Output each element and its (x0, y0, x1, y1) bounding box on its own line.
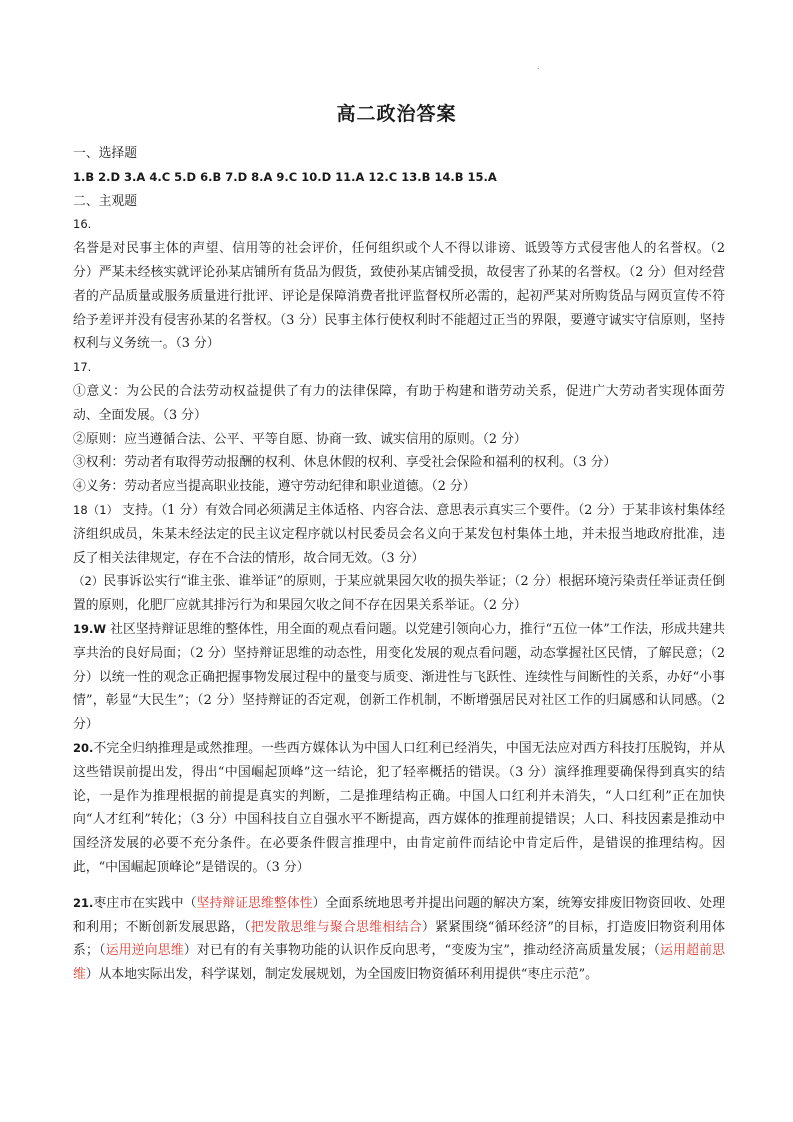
top-dot-mark: . (537, 62, 540, 71)
q21-highlight-1: 坚持辩证思维整体性 (196, 895, 313, 911)
q16-number: 16. (73, 217, 92, 232)
q18-part2-number: （2） (73, 574, 104, 589)
q17-point-principle: ②原则：应当遵循合法、公平、平等自愿、协商一致、诚实信用的原则。（2 分） (73, 431, 527, 447)
q18-part1 (73, 499, 725, 570)
q17-point-significance: ①意义：为公民的合法劳动权益提供了有力的法律保障，有助于构建和谐劳动关系，促进广大劳动者实现体面劳动、全面发展。（3 分） (73, 383, 725, 423)
q19-answer (73, 618, 725, 737)
q21-number: 21. (73, 895, 94, 910)
q18-part1-text: 支持。（1 分）有效合同必须满足主体适格、内容合法、意思表示真实三个要件。（2 分）于某非该村集体经济组织成员，朱某未经法定的民主议定程序就以村民委员会名义向于某发包村集体土地，并未报当地政府批准，违反了相关法律规定，存在不合法的情形，故合同无效。（3 分） (73, 502, 726, 566)
q21-text-3: ）紧紧围绕“循环经济”的目标，打造废旧物资利用体系；（ (73, 919, 725, 959)
q21-text-2: ）全面系统地思考并提出问题的解决方案，统筹安排废旧物资回收、处理和利用；不断创新发展思路，（ (73, 895, 726, 935)
q18-number: 18（1） (73, 502, 119, 517)
section-heading-choice: 一、选择题 (73, 146, 137, 161)
q21-text-5: ）从本地实际出发，科学谋划，制定发展规划，为全国废旧物资循环利用提供“枣庄示范”。 (85, 967, 598, 983)
q17-point-duties: ④义务：劳动者应当提高职业技能，遵守劳动纪律和职业道德。（2 分） (73, 479, 476, 495)
q21-text-1: 枣庄市在实践中（ (93, 895, 197, 911)
section-heading-subjective: 二、主观题 (73, 193, 137, 209)
q20-number: 20. (73, 740, 94, 755)
q16-answer: 名誉是对民事主体的声望、信用等的社会评价，任何组织或个人不得以诽谤、诋毁等方式侵害他人的名誉权。（2 分）严某未经核实就评论孙某店铺所有货品为假货，致使孙某店铺受损，故侵害了孙某的名誉权。（2 分）但对经营者的产品质量或服务质量进行批评、评论是保障消费者批评监督权所必需的，起初严某对所购货品与网页宣传不符给予差评并没有侵害孙某的名誉权。（3 分）民事主体行使权利时不能超过正当的界限，要遵守诚实守信原则，坚持权利与义务统一。（3 分） (73, 241, 725, 352)
q17-number: 17. (73, 360, 92, 375)
page-title: 高二政治答案 (336, 103, 457, 125)
q19-text: 社区坚持辩证思维的整体性，用全面的观点看问题。以党建引领向心力，推行“五位一体”工作法，形成共建共享共治的良好局面；（2 分）坚持辩证思维的动态性，用变化发展的观点看问题，动态掌握社区民情，了解民意；（2 分）以统一性的观念正确把握事物发展过程中的量变与质变、渐进性与飞跃性、连续性与间断性的关系，办好“小事情”，彰显“大民生”；（2 分）坚持辩证的否定观，创新工作机制，不断增强居民对社区工作的归属感和认同感。（2 分） (73, 621, 725, 733)
spacer (73, 880, 725, 892)
q17-point-rights: ③权利：劳动者有取得劳动报酬的权利、休息休假的权利、享受社会保险和福利的权利。（3 分） (73, 455, 617, 471)
q21-highlight-2: 把发散思维与聚合思维相结合 (250, 919, 422, 935)
q20-answer (73, 737, 725, 880)
q21-highlight-3: 运用逆向思维 (105, 943, 184, 959)
q21-answer (73, 892, 725, 987)
answer-content (73, 142, 725, 987)
q18-part2-text: 民事诉讼实行“谁主张、谁举证”的原则，于某应就果园欠收的损失举证；（2 分）根据环境污染责任举证责任倒置的原则，化肥厂应就其排污行为和果园欠收之间不存在因果关系举证。（2 分） (73, 574, 725, 614)
q19-number: 19.W (73, 621, 107, 636)
q20-text: 不完全归纳推理是或然推理。一些西方媒体认为中国人口红利已经消失，中国无法应对西方科技打压脱钩，并从这些错误前提出发，得出“中国崛起顶峰”这一结论，犯了轻率概括的错误。（3 分）演绎推理要确保得到真实的结论，一是作为推理根据的前提是真实的判断，二是推理结构正确。中国人口红利并未消失，“人口红利”正在加快向“人才红利”转化；（3 分）中国科技自立自强水平不断提高，西方媒体的推理前提错误；人口、科技因素是推动中国经济发展的必要不充分条件。在必要条件假言推理中，由肯定前件而结论中肯定后件，是错误的推理结构。因此，“中国崛起顶峰论”是错误的。（3 分） (73, 740, 725, 875)
q21-text-4: ）对已有的有关事物功能的认识作反向思考，“变废为宝”，推动经济高质量发展；（ (183, 943, 661, 959)
q21-highlight-4: 运用超前思维 (73, 943, 726, 983)
q18-part2 (73, 570, 725, 618)
choice-answers: 1.B 2.D 3.A 4.C 5.D 6.B 7.D 8.A 9.C 10.D 11.A 12.C 13.B 14.B 15.A (73, 169, 497, 184)
